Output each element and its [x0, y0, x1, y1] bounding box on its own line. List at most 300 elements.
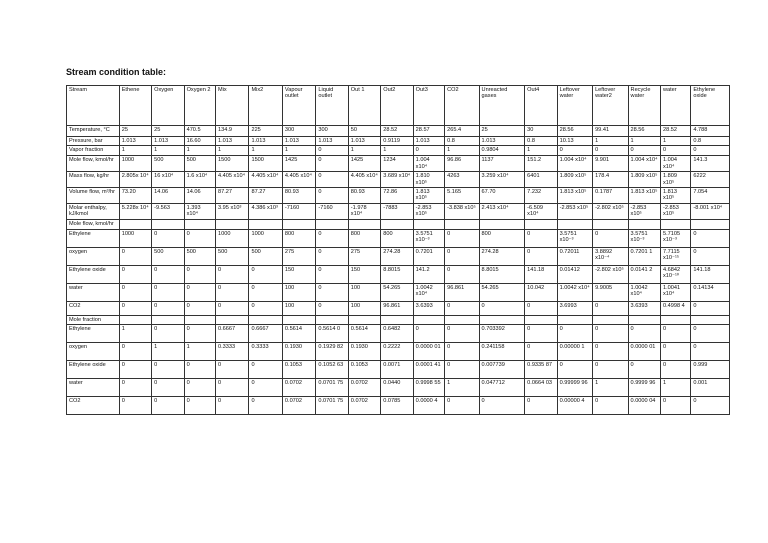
table-cell: 178.4	[593, 172, 628, 188]
table-cell: 225	[249, 126, 282, 137]
table-cell: 0.0440	[381, 379, 413, 397]
table-cell: 1	[184, 343, 215, 361]
table-cell: 141.18	[525, 265, 557, 283]
column-header: Out4	[525, 86, 557, 126]
table-cell: 87.27	[249, 188, 282, 204]
table-cell: 1500	[249, 156, 282, 172]
table-cell: 100	[348, 283, 380, 301]
table-cell: 0	[445, 247, 479, 265]
table-cell: 800	[381, 229, 413, 247]
table-cell: 72.86	[381, 188, 413, 204]
table-cell: 0	[525, 247, 557, 265]
table-cell: 0	[525, 301, 557, 315]
table-cell: 9.901	[593, 156, 628, 172]
table-cell	[282, 219, 315, 229]
table-cell: 0	[119, 247, 151, 265]
table-cell: 73.20	[119, 188, 151, 204]
table-cell: 0	[184, 325, 215, 343]
table-cell: 1.013	[119, 137, 151, 146]
table-row	[67, 315, 730, 324]
table-cell: 1.013	[348, 137, 380, 146]
table-cell: 0	[593, 325, 628, 343]
table-cell: 0	[691, 146, 730, 156]
table-cell: 500	[152, 156, 184, 172]
table-cell: 0	[525, 343, 557, 361]
table-cell: 1	[628, 137, 660, 146]
column-header: Vapour outlet	[282, 86, 315, 126]
table-cell: 0	[152, 325, 184, 343]
table-cell: 1000	[119, 229, 151, 247]
table-row	[67, 188, 730, 204]
table-cell	[348, 315, 380, 324]
column-header: Ethylene oxide	[691, 86, 730, 126]
table-cell: -2.853 x10⁵	[628, 203, 660, 219]
table-cell: 1234	[381, 156, 413, 172]
table-cell: 0	[152, 301, 184, 315]
table-cell: 6401	[525, 172, 557, 188]
table-cell	[691, 219, 730, 229]
table-cell: 0	[316, 172, 348, 188]
table-cell: 0	[691, 343, 730, 361]
table-cell: 4.405 x10⁴	[282, 172, 315, 188]
row-label: Pressure, bar	[67, 137, 120, 146]
table-cell: 1.809 x10⁵	[557, 172, 592, 188]
table-cell: 1.004 x10⁴	[413, 156, 444, 172]
table-cell: 800	[348, 229, 380, 247]
table-cell	[660, 219, 690, 229]
table-row	[67, 156, 730, 172]
table-cell: 0	[119, 379, 151, 397]
table-row	[67, 397, 730, 415]
column-header: Oxygen	[152, 86, 184, 126]
table-cell: 0	[184, 283, 215, 301]
column-header: Out2	[381, 86, 413, 126]
row-label: Mass flow, kg/hr	[67, 172, 120, 188]
table-cell: 3.5751 x10⁻³	[628, 229, 660, 247]
table-cell: 0	[660, 397, 690, 415]
table-cell: 800	[479, 229, 525, 247]
row-label: Mole fraction	[67, 315, 120, 324]
table-cell: 0.14134	[691, 283, 730, 301]
table-cell: 0	[119, 301, 151, 315]
table-row	[67, 126, 730, 137]
table-cell: 0	[628, 146, 660, 156]
table-cell: 141.2	[413, 265, 444, 283]
table-cell: 1.0041 x10⁴	[660, 283, 690, 301]
column-header: Out 1	[348, 86, 380, 126]
table-cell: 1	[119, 325, 151, 343]
table-cell: 80.93	[282, 188, 315, 204]
table-row	[67, 203, 730, 219]
column-header: water	[660, 86, 690, 126]
table-cell: 3.6393	[628, 301, 660, 315]
table-cell: 16 x10⁴	[152, 172, 184, 188]
table-cell: 0.0702	[282, 379, 315, 397]
table-cell	[184, 219, 215, 229]
table-cell: 54.265	[381, 283, 413, 301]
table-cell: 1.809 x10⁵	[628, 172, 660, 188]
table-cell: 0	[525, 397, 557, 415]
row-label: oxygen	[67, 343, 120, 361]
table-cell: 0	[184, 301, 215, 315]
table-cell: 1.013	[413, 137, 444, 146]
table-cell: 5.165	[445, 188, 479, 204]
table-cell: 0	[445, 301, 479, 315]
table-cell: 1.6 x10⁴	[184, 172, 215, 188]
table-row	[67, 325, 730, 343]
table-cell: 7.232	[525, 188, 557, 204]
table-cell: -8.001 x10⁴	[691, 203, 730, 219]
table-cell: 0	[316, 146, 348, 156]
table-cell: 0.0000 01	[628, 343, 660, 361]
table-cell: 500	[152, 247, 184, 265]
table-cell: 1	[381, 146, 413, 156]
page-title: Stream condition table:	[66, 67, 167, 77]
table-cell: 0	[557, 146, 592, 156]
table-cell: -7883	[381, 203, 413, 219]
table-cell: 0	[660, 146, 690, 156]
table-cell: 1	[282, 146, 315, 156]
table-cell: 0	[479, 397, 525, 415]
table-cell: 0.6667	[249, 325, 282, 343]
table-cell	[593, 219, 628, 229]
table-cell: 0.1787	[593, 188, 628, 204]
table-row	[67, 379, 730, 397]
table-cell: 1	[593, 379, 628, 397]
table-row	[67, 146, 730, 156]
table-cell: 0	[216, 301, 249, 315]
table-cell: 1000	[249, 229, 282, 247]
table-cell: 0	[413, 146, 444, 156]
table-cell: 3.689 x10⁴	[381, 172, 413, 188]
table-cell	[381, 219, 413, 229]
column-header: Unreacted gases	[479, 86, 525, 126]
table-cell: 4.405 x10⁴	[249, 172, 282, 188]
table-cell: 1.004 x10⁴	[557, 156, 592, 172]
row-label: water	[67, 283, 120, 301]
table-cell: 0.3333	[216, 343, 249, 361]
table-cell: 1	[249, 146, 282, 156]
table-cell: 3.5751 x10⁻³	[413, 229, 444, 247]
table-cell: 151.2	[525, 156, 557, 172]
table-cell: 14.06	[184, 188, 215, 204]
header-row	[67, 86, 730, 126]
table-cell	[628, 219, 660, 229]
table-row	[67, 361, 730, 379]
table-cell: 0	[249, 361, 282, 379]
table-cell: 0.1053	[348, 361, 380, 379]
table-cell: -2.853 x10⁵	[557, 203, 592, 219]
table-cell	[119, 315, 151, 324]
table-cell: 96.861	[381, 301, 413, 315]
table-cell: 0	[316, 247, 348, 265]
table-cell: 0.9999 96	[628, 379, 660, 397]
table-cell: 0	[119, 397, 151, 415]
table-cell: 7.7115 x10⁻¹⁵	[660, 247, 690, 265]
table-cell: 8.8015	[479, 265, 525, 283]
table-cell: 0	[316, 283, 348, 301]
table-cell: 0	[445, 397, 479, 415]
table-cell: 1	[593, 137, 628, 146]
table-cell: 0	[216, 283, 249, 301]
table-cell: 0.0701 75	[316, 397, 348, 415]
table-cell: 1	[216, 146, 249, 156]
table-cell: 0	[316, 229, 348, 247]
table-cell: 0	[249, 379, 282, 397]
table-cell: 1.0042 x10⁴	[413, 283, 444, 301]
table-cell: 1	[660, 137, 690, 146]
row-label: Temperature, °C	[67, 126, 120, 137]
table-cell: 0	[593, 146, 628, 156]
table-cell: 500	[184, 156, 215, 172]
table-cell: 1.0042 x10⁴	[557, 283, 592, 301]
table-cell: 500	[184, 247, 215, 265]
table-cell: 9.9005	[593, 283, 628, 301]
table-cell: 0	[184, 379, 215, 397]
table-cell: 0	[216, 361, 249, 379]
table-cell: 3.8892 x10⁻⁴	[593, 247, 628, 265]
table-cell: 28.52	[660, 126, 690, 137]
table-cell: 0	[119, 283, 151, 301]
table-cell: 0	[660, 325, 690, 343]
table-cell: 274.28	[479, 247, 525, 265]
table-cell: 0.4998 4	[660, 301, 690, 315]
table-cell	[316, 315, 348, 324]
table-cell: 1.809 x10⁵	[660, 172, 690, 188]
table-cell: 96.86	[445, 156, 479, 172]
table-cell: 0	[152, 283, 184, 301]
table-cell: 0	[184, 229, 215, 247]
table-cell: 1425	[348, 156, 380, 172]
table-cell: 275	[282, 247, 315, 265]
table-cell: 28.56	[557, 126, 592, 137]
table-cell: 0	[660, 343, 690, 361]
table-cell: 4263	[445, 172, 479, 188]
table-cell: -7160	[316, 203, 348, 219]
table-cell: 0	[525, 325, 557, 343]
table-cell: 3.6393	[413, 301, 444, 315]
table-row	[67, 301, 730, 315]
table-cell: 0	[525, 229, 557, 247]
table-cell: 4.405 x10⁴	[348, 172, 380, 188]
table-cell: 0.1929 82	[316, 343, 348, 361]
table-cell: -7160	[282, 203, 315, 219]
row-label: Volume flow, m³/hr	[67, 188, 120, 204]
table-cell: 0.6482	[381, 325, 413, 343]
table-cell: 1	[445, 146, 479, 156]
table-cell: 1.013	[479, 137, 525, 146]
table-cell: 25	[119, 126, 151, 137]
table-cell: 0.8	[525, 137, 557, 146]
row-label: water	[67, 379, 120, 397]
table-cell: 141.18	[691, 265, 730, 283]
table-cell: 150	[282, 265, 315, 283]
table-cell: 500	[216, 247, 249, 265]
table-cell: 1425	[282, 156, 315, 172]
table-cell: 4.788	[691, 126, 730, 137]
table-cell: 1	[119, 146, 151, 156]
table-cell: 500	[249, 247, 282, 265]
table-cell	[660, 315, 690, 324]
table-cell	[479, 315, 525, 324]
column-header: Stream	[67, 86, 120, 126]
table-cell: 300	[282, 126, 315, 137]
table-cell: 4.386 x10³	[249, 203, 282, 219]
column-header: Ethene	[119, 86, 151, 126]
table-cell: 150	[348, 265, 380, 283]
table-cell: 0.1053	[282, 361, 315, 379]
table-cell: 1.004 x10⁴	[660, 156, 690, 172]
table-cell	[152, 219, 184, 229]
table-cell: 0.99999 96	[557, 379, 592, 397]
table-cell	[216, 315, 249, 324]
table-cell: 0	[119, 343, 151, 361]
table-cell: 1.393 x10⁴	[184, 203, 215, 219]
table-cell: 0.5614	[282, 325, 315, 343]
table-cell: 1.813 x10⁵	[660, 188, 690, 204]
column-header: Liquid outlet	[316, 86, 348, 126]
stream-condition-table	[66, 85, 730, 415]
table-cell: 96.861	[445, 283, 479, 301]
table-cell: 0	[316, 188, 348, 204]
table-cell: 0.0785	[381, 397, 413, 415]
table-cell: 0.8	[691, 137, 730, 146]
table-cell	[119, 219, 151, 229]
table-cell: 0.2222	[381, 343, 413, 361]
table-cell: 7.054	[691, 188, 730, 204]
table-cell: 1	[525, 146, 557, 156]
table-cell	[445, 315, 479, 324]
table-cell: 0.0664 03	[525, 379, 557, 397]
table-cell	[413, 219, 444, 229]
table-cell: 0	[184, 265, 215, 283]
table-cell: 0	[249, 265, 282, 283]
table-cell: 0.5614 0	[316, 325, 348, 343]
table-cell: 0.5614	[348, 325, 380, 343]
column-header: Oxygen 2	[184, 86, 215, 126]
table-cell: 274.28	[381, 247, 413, 265]
table-cell: 1.810 x10⁵	[413, 172, 444, 188]
table-cell: 470.5	[184, 126, 215, 137]
table-cell: 0	[445, 361, 479, 379]
table-cell: -2.853 x10⁵	[413, 203, 444, 219]
table-row	[67, 343, 730, 361]
table-cell: 0.3333	[249, 343, 282, 361]
row-label: Ethylene oxide	[67, 361, 120, 379]
table-cell: 0.00000 1	[557, 343, 592, 361]
table-cell: 0	[593, 301, 628, 315]
table-cell: -3.838 x10⁵	[445, 203, 479, 219]
table-cell: 0	[691, 247, 730, 265]
table-cell: 0	[593, 361, 628, 379]
table-cell: 100	[282, 301, 315, 315]
table-cell: 0	[691, 397, 730, 415]
column-header: Leftover water	[557, 86, 592, 126]
table-cell: 0.72011	[557, 247, 592, 265]
table-row	[67, 247, 730, 265]
table-cell: 5.228x 10⁴	[119, 203, 151, 219]
table-cell: 300	[316, 126, 348, 137]
row-label: Mole flow, kmol/hr	[67, 219, 120, 229]
table-cell: 1.813 x10⁵	[628, 188, 660, 204]
table-body	[67, 86, 730, 415]
table-cell: 0	[691, 301, 730, 315]
table-cell: 0	[184, 397, 215, 415]
table-cell: 3.6993	[557, 301, 592, 315]
table-cell	[282, 315, 315, 324]
table-cell	[413, 315, 444, 324]
table-cell: 0	[152, 397, 184, 415]
table-cell: 1	[152, 343, 184, 361]
table-cell: 0	[479, 301, 525, 315]
table-cell: 0	[119, 361, 151, 379]
table-cell: 0.703392	[479, 325, 525, 343]
table-cell: 5.7105 x10⁻³	[660, 229, 690, 247]
table-cell: 80.93	[348, 188, 380, 204]
table-cell: -6.509 x10⁴	[525, 203, 557, 219]
table-cell: 0	[152, 361, 184, 379]
table-cell: 0.007739	[479, 361, 525, 379]
table-cell: 8.8015	[381, 265, 413, 283]
row-label: Ethylene oxide	[67, 265, 120, 283]
table-cell: 0.9804	[479, 146, 525, 156]
row-label: CO2	[67, 301, 120, 315]
table-cell: 0	[593, 229, 628, 247]
table-cell: -1.978 x10⁴	[348, 203, 380, 219]
table-cell: 0	[316, 156, 348, 172]
table-cell: 1	[184, 146, 215, 156]
table-cell	[152, 315, 184, 324]
table-cell: 0	[628, 361, 660, 379]
table-cell: 1000	[216, 229, 249, 247]
table-cell: 3.259 x10⁴	[479, 172, 525, 188]
table-cell: 0.999	[691, 361, 730, 379]
table-cell: 3.5751 x10⁻³	[557, 229, 592, 247]
table-cell: 25	[152, 126, 184, 137]
table-cell: 0	[152, 229, 184, 247]
row-label: Ethylene	[67, 229, 120, 247]
table-cell: 0.0001 41	[413, 361, 444, 379]
table-cell: 0	[216, 379, 249, 397]
table-cell: 3.95 x10³	[216, 203, 249, 219]
table-cell: 0.0702	[348, 397, 380, 415]
table-cell: 1.813 x10⁵	[557, 188, 592, 204]
table-cell: 28.57	[413, 126, 444, 137]
table-cell: 0.00000 4	[557, 397, 592, 415]
table-cell: 0	[216, 397, 249, 415]
table-cell: 0.0000 01	[413, 343, 444, 361]
table-cell: 1.013	[316, 137, 348, 146]
table-cell: 2.805x 10⁴	[119, 172, 151, 188]
table-cell: 50	[348, 126, 380, 137]
row-label: Ethylene	[67, 325, 120, 343]
table-cell: 25	[479, 126, 525, 137]
column-header: Leftover water2	[593, 86, 628, 126]
table-cell: 134.9	[216, 126, 249, 137]
table-cell: 2.413 x10⁴	[479, 203, 525, 219]
table-cell: 0	[413, 325, 444, 343]
table-cell: 0.0000 4	[413, 397, 444, 415]
table-row	[67, 283, 730, 301]
table-cell: 0	[445, 229, 479, 247]
table-cell: 0.001	[691, 379, 730, 397]
table-cell	[557, 219, 592, 229]
table-cell: 100	[348, 301, 380, 315]
table-cell: 100	[282, 283, 315, 301]
table-cell: -2.802 x10⁵	[593, 203, 628, 219]
table-cell: 0	[557, 325, 592, 343]
table-cell	[316, 219, 348, 229]
